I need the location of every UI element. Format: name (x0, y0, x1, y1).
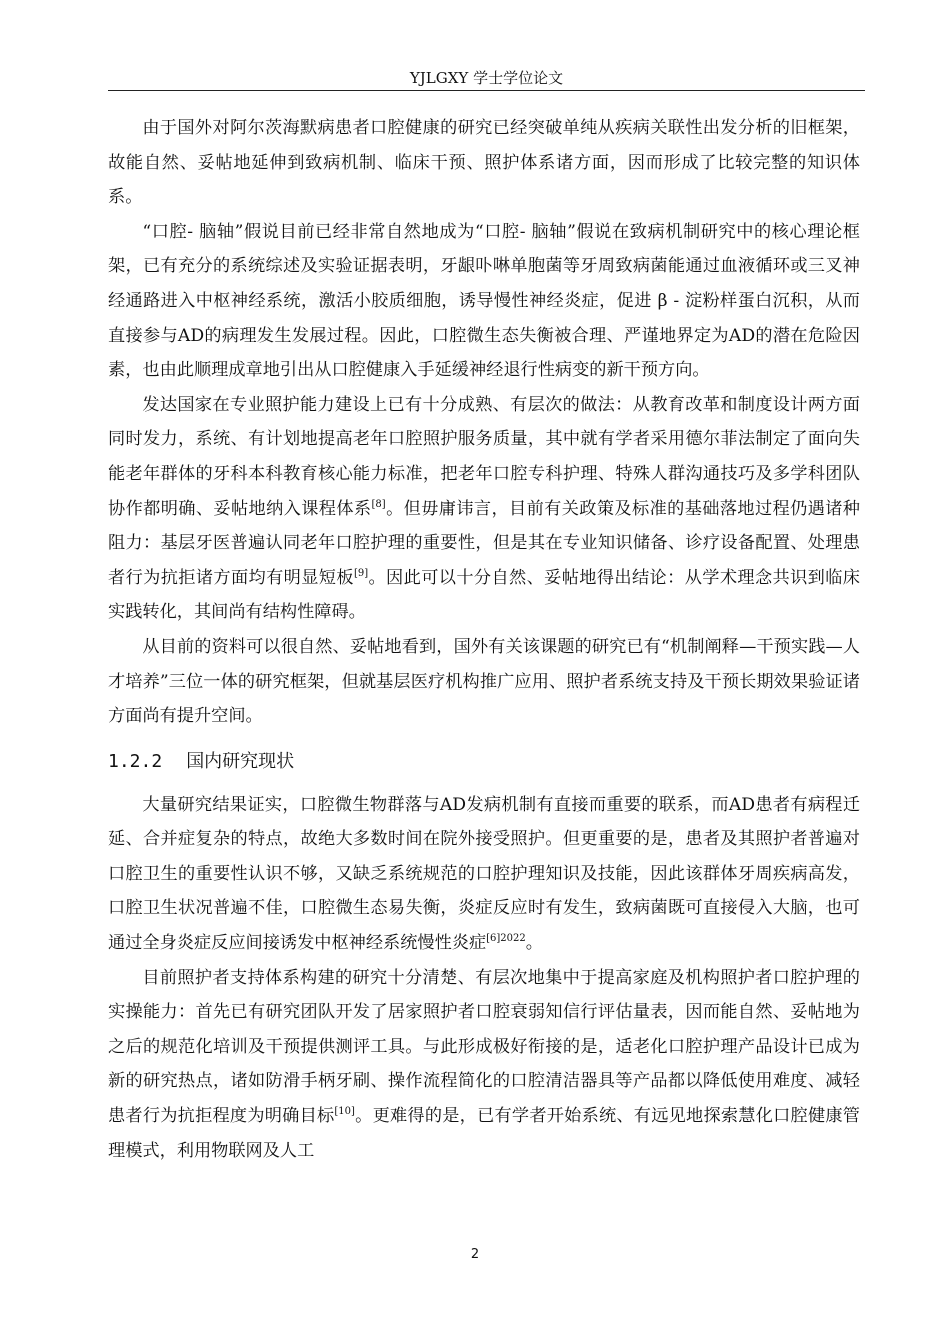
text-segment: 目前照护者支持体系构建的研究十分清楚、有层次地集中于提高家庭及机构照护者口腔护理的实操能力：首先已有研究团队开发了居家照护者口腔衰弱知信行评估量表，因而能自然、妥帖地为之后的规范化培训及干预提供测评工具。与此形成极好衔接的是，适老化口腔护理产品设计已成为新的研究热点，诸如防滑手柄牙刷、操作流程简化的口腔清洁器具等产品都以降低使用难度、减轻患者行为抗拒程度为明确目标 (108, 967, 860, 1127)
text-segment: 。更难得的是，已有学者开始系统、有远见地探索慧化口腔健康管理模式，利用物联网及人工 (108, 1106, 860, 1161)
paragraph-domestic-2 (108, 961, 860, 1169)
text-segment: 。 (525, 933, 543, 954)
section-heading (108, 742, 860, 782)
paragraph-care-capacity (108, 388, 860, 630)
paragraph-domestic-1 (108, 788, 860, 961)
text-segment: 。但毋庸讳言，目前有关政策及标准的基础落地过程仍遇诸种阻力：基层牙医普遍认同老年口腔护理的重要性，但是其在专业知识储备、诊疗设备配置、处理患者行为抗拒诸方面均有明显短板 (108, 498, 860, 588)
paragraph-intro: 由于国外对阿尔茨海默病患者口腔健康的研究已经突破单纯从疾病关联性出发分析的旧框架，故能自然、妥帖地延伸到致病机制、临床干预、照护体系诸方面，因而形成了比较完整的知识体系。 (108, 118, 860, 208)
paragraph-summary: 从目前的资料可以很自然、妥帖地看到，国外有关该课题的研究已有“机制阐释—干预实践—人才培养”三位一体的研究框架，但就基层医疗机构推广应用、照护者系统支持及干预长期效果验证诸方面尚有提升空间。 (108, 636, 860, 727)
text-segment: 。因此可以十分自然、妥帖地得出结论：从学术理念共识到临床实践转化，其间尚有结构性障碍。 (108, 567, 860, 623)
page-number: 2 (470, 1247, 480, 1262)
citation-ref: [8] (371, 498, 386, 510)
citation-ref: [6]2022 (486, 933, 526, 945)
page-body (108, 111, 860, 1168)
section-title: 国内研究现状 (186, 750, 295, 772)
page-header (108, 66, 865, 91)
paragraph-oral-brain-axis: “口腔- 脑轴”假说目前已经非常自然地成为“口腔- 脑轴”假说在致病机制研究中的核心理论框架，已有充分的系统综述及实验证据表明，牙龈卟啉单胞菌等牙周致病菌能通过血液循环或三叉神经通路进入中枢神经系统，激活小胶质细胞，诱导慢性神经炎症，促进 β - 淀粉样蛋白沉积，从而直接参与AD的病理发生发展过程。因此，口腔微生态失衡被合理、严谨地界定为AD的潜在危险因素，也由此顺理成章地引出从口腔健康入手延缓神经退行性病变的新干预方向。 (108, 221, 860, 381)
citation-ref: [9] (353, 567, 369, 579)
citation-ref: [10] (334, 1106, 355, 1118)
section-number: 1.2.2 (108, 750, 163, 772)
text-segment: 大量研究结果证实，口腔微生物群落与AD发病机制有直接而重要的联系，而AD患者有病程迁延、合并症复杂的特点，故绝大多数时间在院外接受照护。但更重要的是，患者及其照护者普遍对口腔卫生的重要性认识不够，又缺乏系统规范的口腔护理知识及技能，因此该群体牙周疾病高发，口腔卫生状况普遍不佳，口腔微生态易失衡，炎症反应时有发生，致病菌既可直接侵入大脑，也可通过全身炎症反应间接诱发中枢神经系统慢性炎症 (108, 794, 860, 954)
header-title: YJLGXY 学士学位论文 (409, 69, 564, 87)
text-segment: 发达国家在专业照护能力建设上已有十分成熟、有层次的做法：从教育改革和制度设计两方面同时发力，系统、有计划地提高老年口腔照护服务质量，其中就有学者采用德尔菲法制定了面向失能老年群体的牙科本科教育核心能力标准，把老年口腔专科护理、特殊人群沟通技巧及多学科团队协作都明确、妥帖地纳入课程体系 (108, 394, 860, 519)
